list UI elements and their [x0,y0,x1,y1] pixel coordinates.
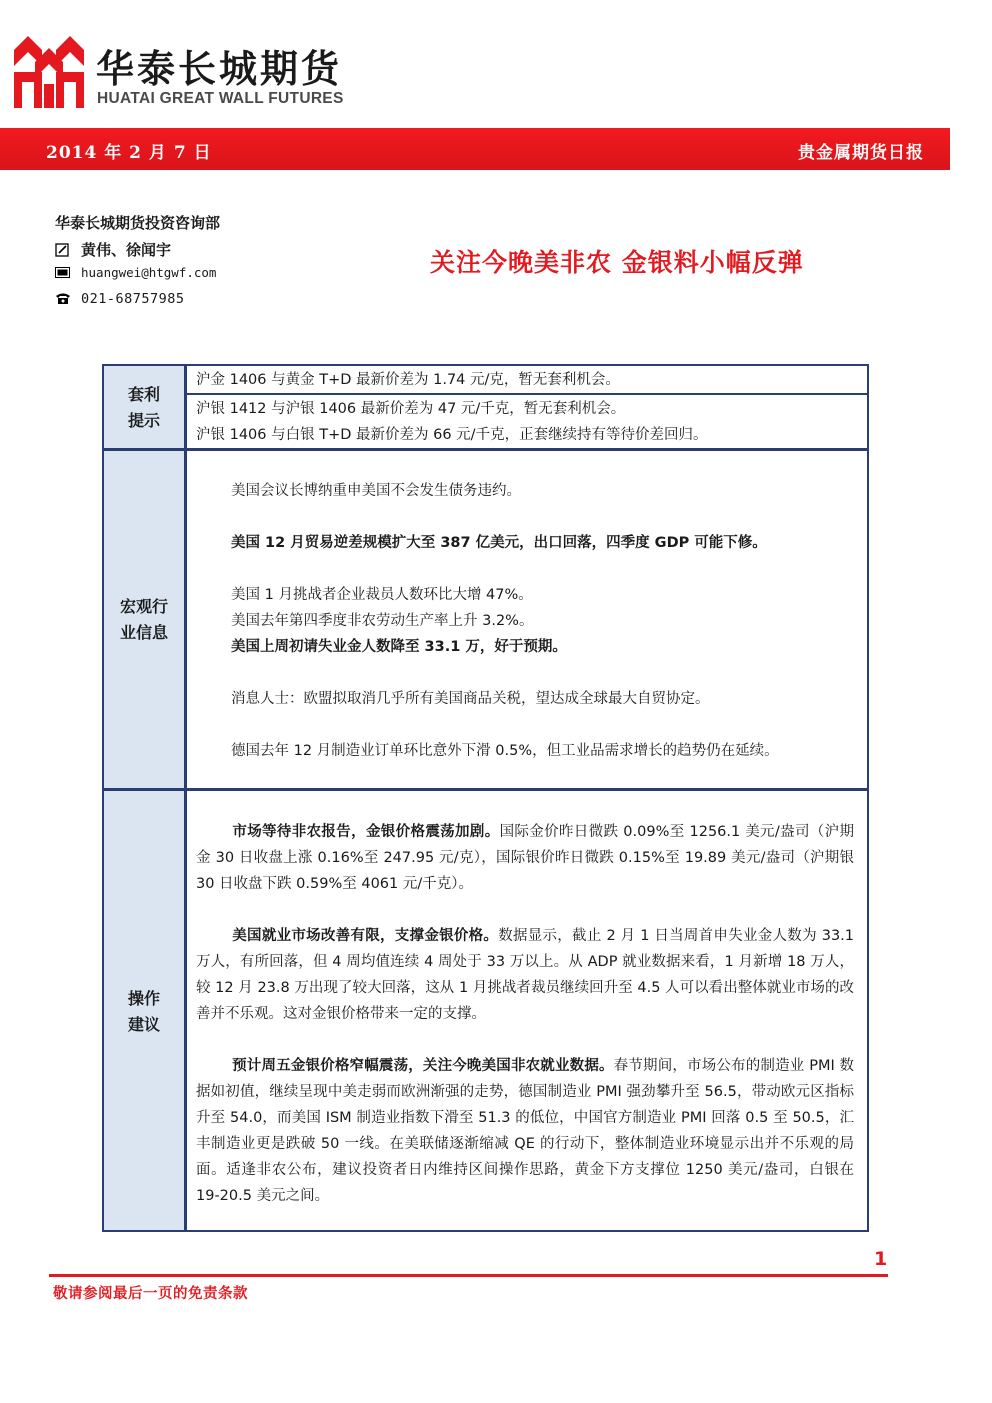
advice-paragraph-body: 国际金价昨日微跌 0.09%至 1256.1 美元/盎司（沪期金 30 日收盘上涨 0.16%至 247.95 元/克），国际银价昨日微跌 0.15%至 19.89 美元/盎司（沪期银 30 日收盘下跌 0.59%至 4061 元/千克）。 [196,824,855,892]
disclaimer-link[interactable]: 敬请参阅最后一页的免责条款 [53,1285,248,1302]
mail-icon [55,266,71,280]
arbitrage-line: 沪银 1412 与沪银 1406 最新价差为 47 元/千克，暂无套利机会。 [196,401,626,417]
phone-icon [55,292,71,306]
author-names: 黄伟、徐闻宇 [81,241,172,259]
report-type: 贵金属期货日报 [798,143,924,163]
advice-paragraph [196,1053,854,1209]
advice-label: 操作 建议 [127,989,160,1034]
advice-paragraph [196,923,854,1027]
email-row [55,265,216,280]
macro-item: 美国去年第四季度非农劳动生产率上升 3.2%。 [231,613,534,629]
macro-item: 美国 1 月挑战者企业裁员人数环比大增 47%。 [231,587,533,603]
macro-item: 美国 12 月贸易逆差规模扩大至 387 亿美元，出口回落，四季度 GDP 可能下修。 [231,535,767,551]
column-divider [184,366,187,1230]
macro-item: 消息人士：欧盟拟取消几乎所有美国商品关税，望达成全球最大自贸协定。 [231,691,710,707]
advice-paragraph-lead: 美国就业市场改善有限，支撑金银价格。 [232,928,499,944]
macro-item: 美国上周初请失业金人数降至 33.1 万，好于预期。 [231,639,567,655]
author-row [55,239,171,260]
arbitrage-label: 套利 提示 [127,385,160,430]
advice-paragraph-body: 数据显示，截止 2 月 1 日当周首申失业金人数为 33.1 万人，有所回落，但 4 周均值连续 4 周处于 33 万以上。从 ADP 就业数据来看，1 月新增 18 万人，较 12 月 23.8 万出现了较大回落，这从 1 月挑战者裁员继续回升至 4.5 人可以看出整体就业市场的改善并不乐观。这对金银价格带来一定的支撑。 [196,928,855,1022]
macro-label: 宏观行 业信息 [119,597,168,642]
report-date: 2014 年 2 月 7 日 [46,143,212,163]
advice-paragraph [196,819,854,897]
row-divider [104,448,867,451]
phone-row [55,291,185,307]
page-number: 1 [874,1248,888,1270]
advice-paragraph-lead: 市场等待非农报告，金银价格震荡加剧。 [232,824,500,840]
company-name-en: HUATAI GREAT WALL FUTURES [97,90,344,107]
company-logo [14,36,84,108]
arbitrage-line: 沪银 1406 与白银 T+D 最新价差为 66 元/千克，正套继续持有等待价差回归。 [196,427,708,443]
macro-item: 美国会议长博纳重申美国不会发生债务违约。 [231,483,521,499]
department-name: 华泰长城期货投资咨询部 [55,214,221,232]
arbitrage-line: 沪金 1406 与黄金 T+D 最新价差为 1.74 元/克，暂无套利机会。 [196,372,620,388]
author-phone: 021-68757985 [81,291,185,307]
footer-divider [49,1274,888,1277]
advice-paragraph-lead: 预计周五金银价格窄幅震荡，关注今晚美国非农就业数据。 [232,1058,614,1074]
macro-item: 德国去年 12 月制造业订单环比意外下滑 0.5%，但工业品需求增长的趋势仍在延续。 [231,743,779,759]
row-divider [104,788,867,791]
company-name-cn: 华泰长城期货 [96,47,343,91]
advice-paragraph-body: 春节期间，市场公布的制造业 PMI 数据如初值，继续呈现中美走弱而欧洲渐强的走势，德国制造业 PMI 强劲攀升至 56.5，带动欧元区指标升至 54.0，而美国 ISM 制造业指数下滑至 51.3 的低位，中国官方制造业 PMI 回落 0.5 至 50.5，汇丰制造业更是跌破 50 一线。在美联储逐渐缩减 QE 的行动下，整体制造业环境显示出并不乐观的局面。适逢非农公布，建议投资者日内维持区间操作思路，黄金下方支撑位 1250 美元/盎司，白银在 19-20.5 美元之间。 [196,1058,855,1204]
report-table [102,364,869,1232]
logo-mark-icon [14,36,84,108]
pen-icon [55,243,71,257]
report-header-bar [0,128,950,170]
report-headline: 关注今晚美非农 金银料小幅反弹 [430,248,804,277]
author-email[interactable]: huangwei@htgwf.com [81,265,217,280]
arbitrage-inner-divider [187,393,867,395]
